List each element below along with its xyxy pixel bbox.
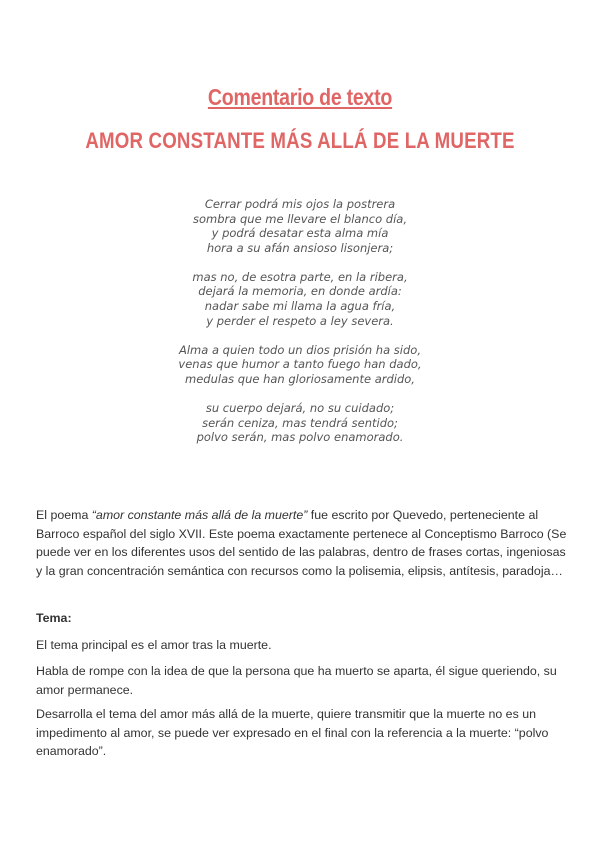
poem-line: serán ceniza, mas tendrá sentido;	[202, 415, 398, 430]
poem-line: y podrá desatar esta alma mía	[211, 226, 389, 241]
paragraph: El tema principal es el amor tras la muerte.	[36, 638, 272, 652]
stanza	[0, 270, 600, 328]
poem-line: hora a su afán ansioso lisonjera;	[206, 240, 394, 255]
intro-text: fue escrito por Quevedo, perteneciente al Barroco español del siglo XVII. Este poema exactamente pertenece al Conceptismo Barroco (Se puede ver en los diferentes usos del sentido de las palabras, dentro de frases cortas, ingeniosas y la gran concentración semántica con recursos como la polisemia, elipsis, antítesis, paradoja…	[36, 508, 567, 578]
poem-line: su cuerpo dejará, no su cuidado;	[205, 401, 395, 416]
paragraph: Habla de rompe con la idea de que la persona que ha muerto se aparta, él sigue queriendo, su amor permanece.	[36, 664, 557, 697]
poem-title-quote: “amor constante más allá de la muerte”	[91, 508, 308, 522]
poem-line: sombra que me llevare el blanco día,	[193, 211, 407, 226]
poem-line: venas que humor a tanto fuego han dado,	[178, 357, 422, 372]
poem-title: AMOR CONSTANTE MÁS ALLÁ DE LA MUERTE	[85, 128, 515, 153]
poem-line: polvo serán, mas polvo enamorado.	[196, 430, 404, 445]
stanza	[0, 401, 600, 445]
poem-line: dejará la memoria, en donde ardía:	[198, 284, 402, 299]
poem-line: mas no, de esotra parte, en la ribera,	[192, 269, 408, 284]
poem-line: Cerrar podrá mis ojos la postrera	[204, 197, 396, 211]
document-title: Comentario de texto	[207, 84, 393, 110]
intro-paragraph	[36, 506, 572, 580]
stanza	[0, 343, 600, 387]
poem-line: nadar sabe mi llama la agua fría,	[204, 299, 396, 314]
tema-heading: Tema:	[36, 611, 72, 625]
poem-line: Alma a quien todo un dios prisión ha sido,	[179, 342, 421, 357]
intro-text: El poema	[36, 508, 92, 522]
stanza	[0, 197, 600, 255]
paragraph: Desarrolla el tema del amor más allá de la muerte, quiere transmitir que la muerte no es un impedimento al amor, se puede ver expresado en el final con la referencia a la muerte: “polvo enamorado”.	[36, 707, 549, 758]
poem	[0, 197, 600, 459]
poem-line: medulas que han gloriosamente ardido,	[185, 371, 415, 386]
poem-line: y perder el respeto a ley severa.	[206, 313, 394, 328]
